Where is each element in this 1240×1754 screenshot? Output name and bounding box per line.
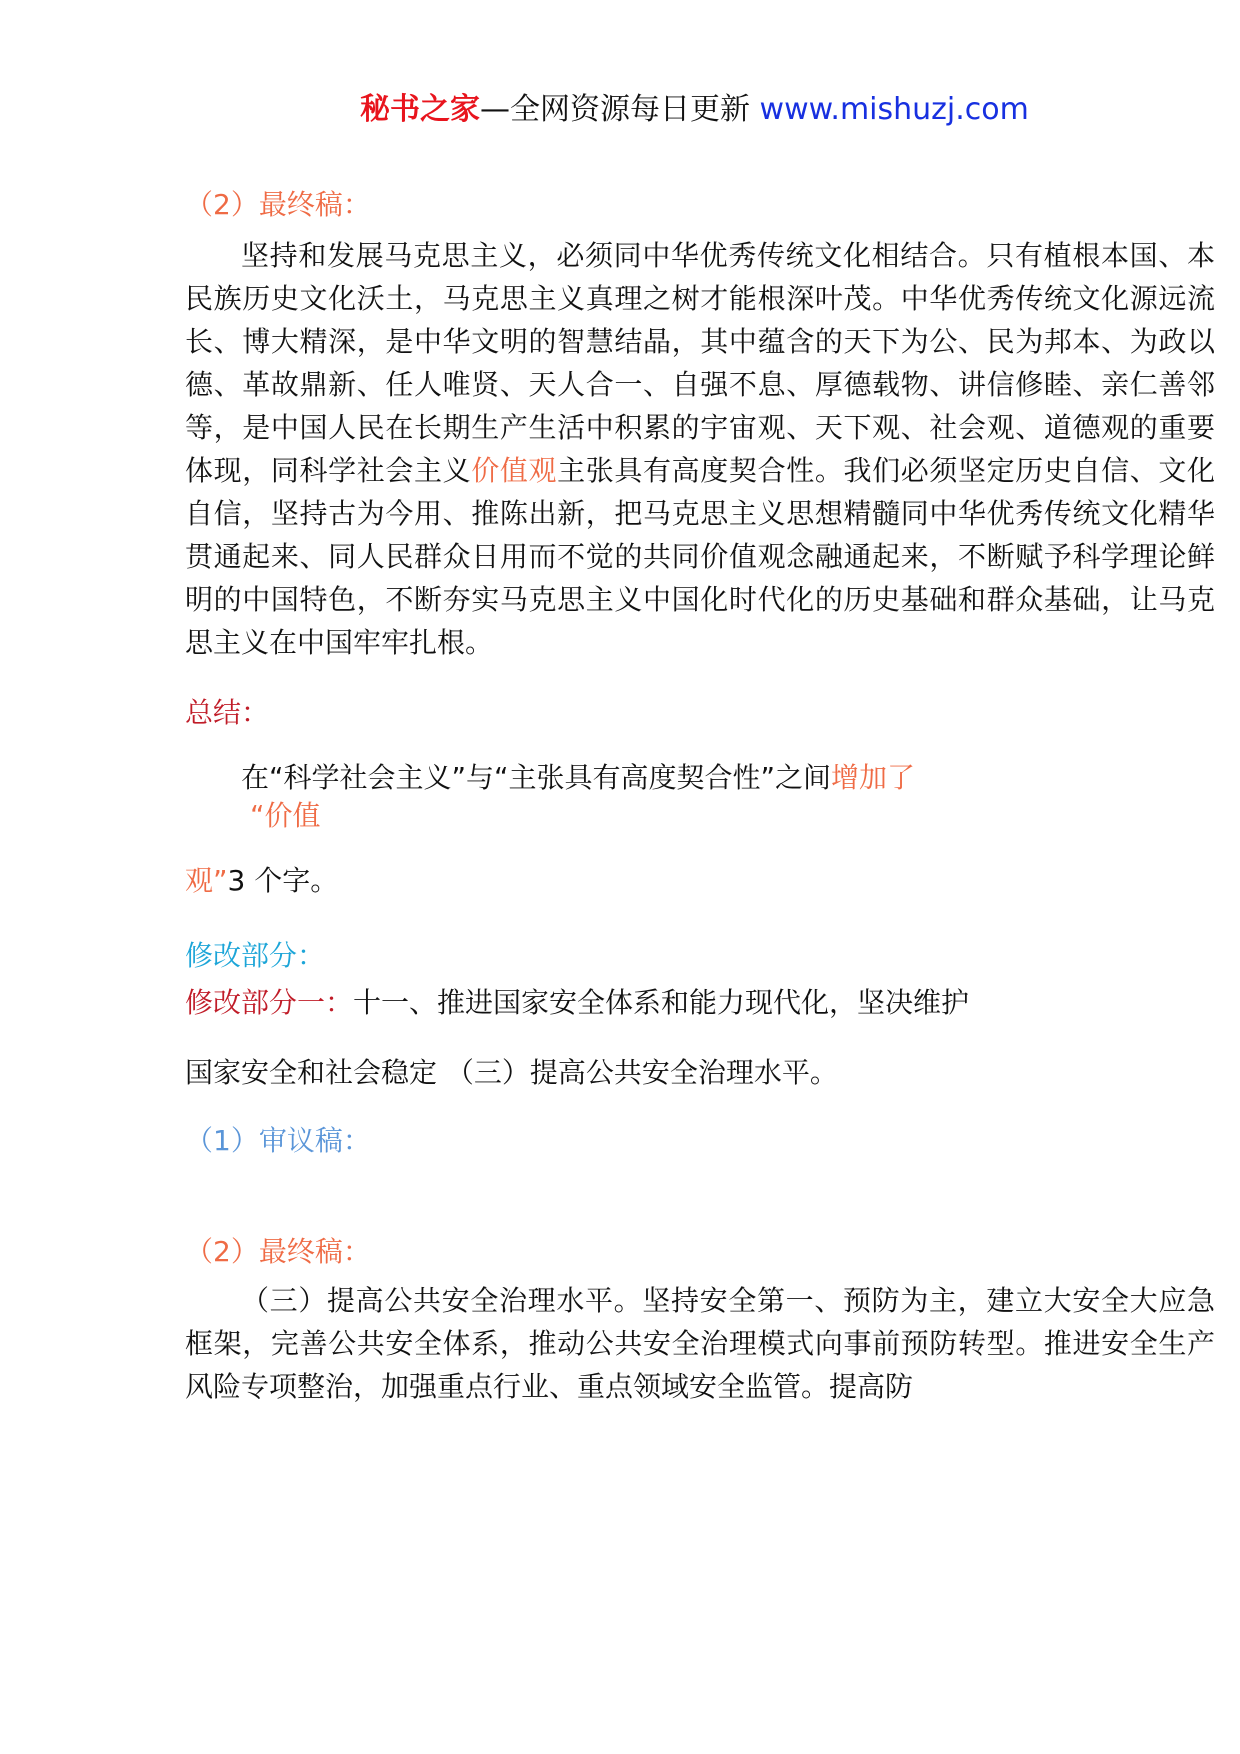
brand-name: 秘书之家 [360,92,480,127]
revision-part-1-text: 十一、推进国家安全体系和能力现代化，坚决维护 [353,986,970,1019]
revisions-heading: 修改部分： [185,939,326,972]
review-draft-heading: （1）审议稿： [185,1124,371,1157]
section-heading-final-draft: （2）最终稿： [185,188,371,221]
summary-highlight-added: 增加了 [831,761,916,794]
revision-part-1-continued: 国家安全和社会稳定 （三）提高公共安全治理水平。 [185,1056,838,1089]
summary-count-text: 3 个字。 [227,864,339,897]
final-draft-paragraph-2: （三）提高公共安全治理水平。坚持安全第一、预防为主，建立大安全大应急框架，完善公共安全体系，推动公共安全治理模式向事前预防转型。推进安全生产风险专项整治，加强重点行业、重点领域安全监管。提高防 [185,1284,1215,1403]
summary-line-2: “价值 [250,799,321,832]
page-header [360,88,1029,132]
final-draft-heading-2: （2）最终稿： [185,1235,371,1268]
summary-heading: 总结： [185,696,270,729]
summary-line-1 [241,756,915,799]
final-draft-paragraph [185,234,1215,664]
summary-text: 在“科学社会主义”与“主张具有高度契合性”之间 [241,761,832,794]
summary-line-3 [185,859,338,902]
revision-part-1-label: 修改部分一： [185,986,354,1019]
highlight-added-words: 价值观 [471,454,558,487]
paragraph-text-part1: 坚持和发展马克思主义，必须同中华优秀传统文化相结合。只有植根本国、本民族历史文化沃土，马克思主义真理之树才能根深叶茂。中华优秀传统文化源远流长、博大精深，是中华文明的智慧结晶，其中蕴含的天下为公、民为邦本、为政以德、革故鼎新、任人唯贤、天人合一、自强不息、厚德载物、讲信修睦、亲仁善邻等，是中国人民在长期生产生活中积累的宇宙观、天下观、社会观、道德观的重要体现，同科学社会主义 [185,239,1215,487]
website-url[interactable]: www.mishuzj.com [759,92,1029,127]
paragraph-text-part2: 主张具有高度契合性。我们必须坚定历史自信、文化自信，坚持古为今用、推陈出新，把马克思主义思想精髓同中华优秀传统文化精华贯通起来、同人民群众日用而不觉的共同价值观念融通起来，不断赋予科学理论鲜明的中国特色，不断夯实马克思主义中国化时代化的历史基础和群众基础，让马克思主义在中国牢牢扎根。 [185,454,1215,659]
revision-part-1 [185,981,969,1024]
summary-highlight-word: 观” [185,864,228,897]
header-tagline: —全网资源每日更新 [480,92,760,127]
